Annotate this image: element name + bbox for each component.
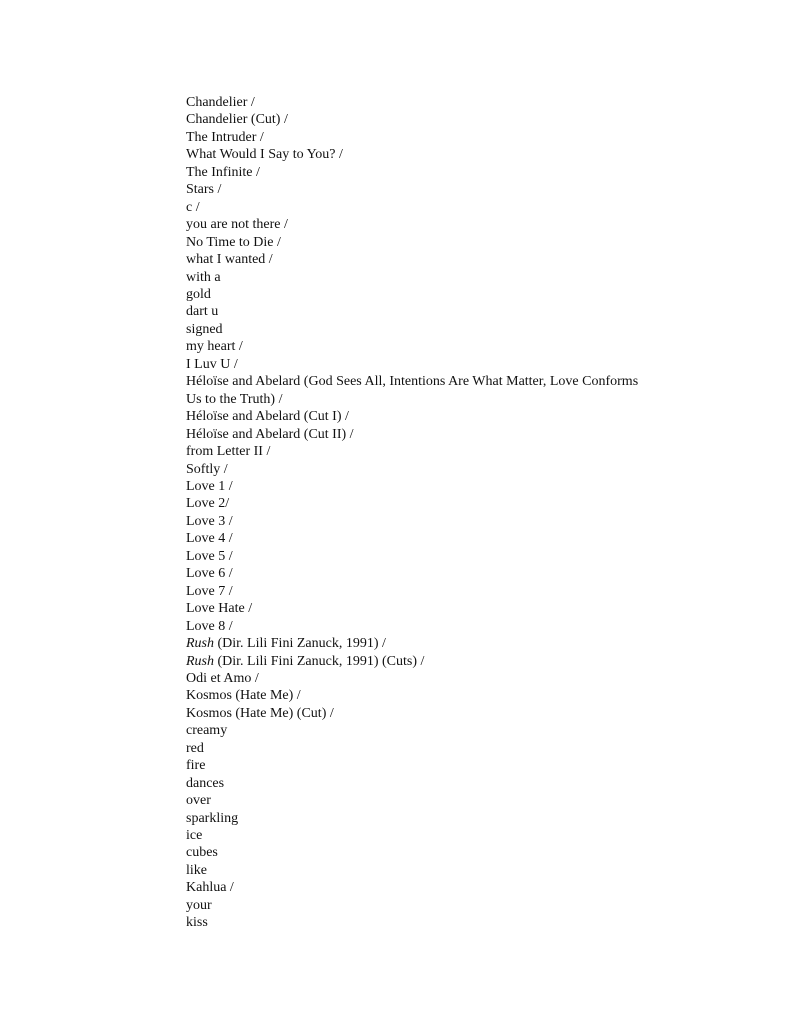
- list-item: you are not there /: [186, 217, 288, 233]
- film-title: Rush: [186, 653, 214, 669]
- list-item: what I wanted /: [186, 252, 273, 268]
- list-item: signed: [186, 321, 223, 337]
- list-item: Love Hate /: [186, 601, 253, 617]
- list-item-line: Us to the Truth) /: [186, 391, 283, 407]
- list-item: your: [186, 897, 212, 913]
- list-item: with a: [186, 269, 221, 285]
- list-item: Chandelier /: [186, 95, 255, 110]
- list-item: fire: [186, 758, 206, 774]
- list-item: What Would I Say to You? /: [186, 147, 343, 163]
- list-item: over: [186, 793, 211, 809]
- list-item: sparkling: [186, 810, 239, 826]
- list-item: Kosmos (Hate Me) /: [186, 688, 301, 704]
- list-item: my heart /: [186, 339, 243, 355]
- contents-list: [186, 94, 746, 932]
- list-item: Héloïse and Abelard (Cut II) /: [186, 426, 354, 442]
- list-item: I Luv U /: [186, 356, 238, 372]
- list-item: kiss: [186, 915, 208, 931]
- list-item: Chandelier (Cut) /: [186, 112, 288, 128]
- list-item: cubes: [186, 845, 218, 861]
- list-item: Stars /: [186, 182, 222, 198]
- list-item: ice: [186, 828, 203, 844]
- list-item: The Infinite /: [186, 164, 260, 180]
- list-item: Love 4 /: [186, 531, 233, 547]
- list-item: red: [186, 740, 204, 756]
- list-item: Love 8 /: [186, 618, 233, 634]
- list-item: [186, 373, 746, 408]
- film-credit: (Dir. Lili Fini Zanuck, 1991) (Cuts) /: [214, 653, 425, 669]
- list-item: Kosmos (Hate Me) (Cut) /: [186, 705, 334, 721]
- list-item: Kahlua /: [186, 880, 234, 896]
- list-item: dart u: [186, 304, 219, 320]
- list-item: [186, 635, 746, 652]
- list-item: gold: [186, 286, 211, 302]
- list-item: Softly /: [186, 461, 228, 477]
- film-title: Rush: [186, 636, 214, 652]
- list-item: dances: [186, 775, 225, 791]
- film-credit: (Dir. Lili Fini Zanuck, 1991) /: [214, 636, 386, 652]
- list-item: Odi et Amo /: [186, 670, 259, 686]
- list-item: No Time to Die /: [186, 234, 281, 250]
- list-item: [186, 653, 746, 670]
- list-item: Love 6 /: [186, 566, 233, 582]
- list-item: like: [186, 862, 207, 878]
- list-item: Love 5 /: [186, 548, 233, 564]
- list-item: The Intruder /: [186, 129, 264, 145]
- list-item: Love 3 /: [186, 513, 233, 529]
- list-item: Love 1 /: [186, 478, 233, 494]
- list-item: c /: [186, 199, 200, 215]
- list-item: creamy: [186, 723, 228, 739]
- list-item: Love 2/: [186, 496, 230, 512]
- list-item-line: Héloïse and Abelard (God Sees All, Intentions Are What Matter, Love Conforms: [186, 374, 639, 390]
- list-item: Love 7 /: [186, 583, 233, 599]
- list-item: Héloïse and Abelard (Cut I) /: [186, 409, 349, 425]
- list-item: from Letter II /: [186, 444, 271, 460]
